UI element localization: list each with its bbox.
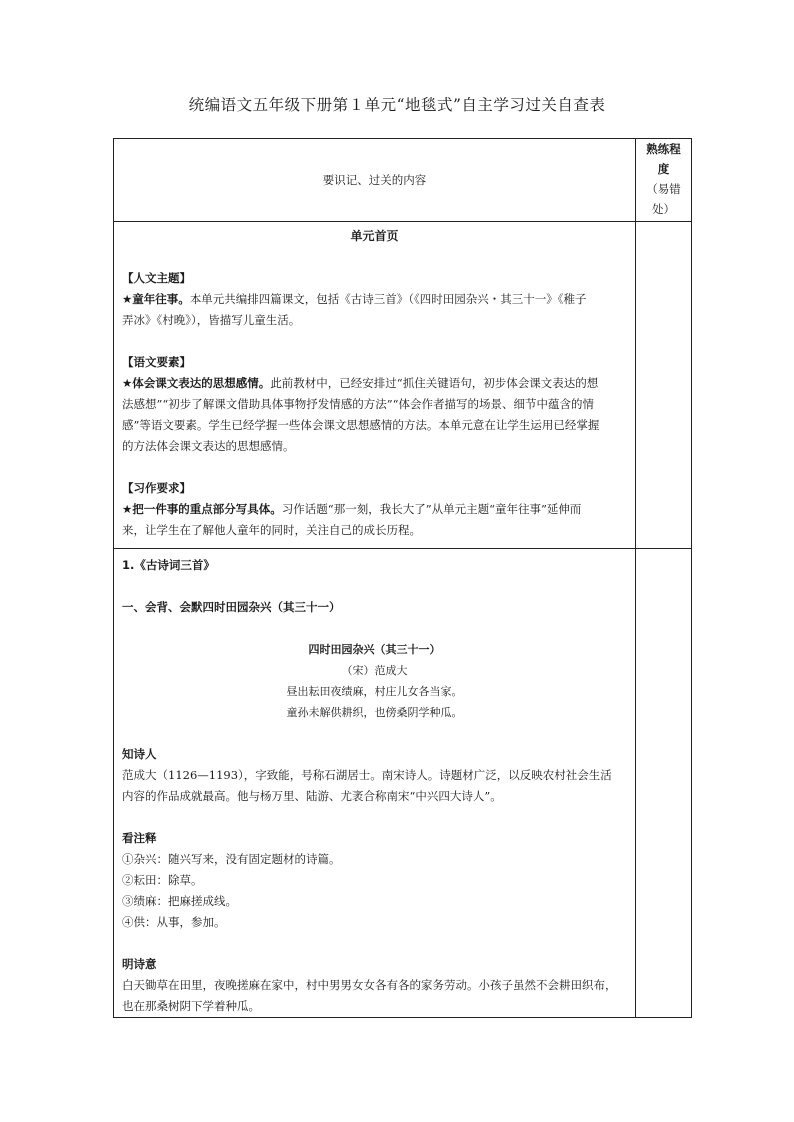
language-line-1: 此前教材中，已经安排过“抓住关键语句，初步体会课文表达的想 — [270, 376, 599, 390]
document-title: 统编语文五年级下册第１单元“地毯式”自主学习过关自查表 — [188, 96, 606, 114]
poet-heading: 知诗人 — [122, 747, 157, 761]
humanity-lead: ★童年往事。 — [122, 292, 190, 306]
lesson-proficiency-cell — [636, 549, 692, 1018]
lesson-row — [114, 549, 692, 1018]
meaning-line-2: 也在那桑树阴下学着种瓜。 — [122, 999, 260, 1013]
writing-requirement-text — [122, 499, 627, 520]
table-header-row — [114, 139, 692, 222]
poem-author: （宋）范成大 — [341, 664, 408, 677]
language-line-2: 法感想”“初步了解课文借助具体事物抒发情感的方法”“体会作者描写的场景、细节中蕴含的情 — [122, 397, 595, 411]
proficiency-label-2: 度 — [657, 162, 670, 176]
language-line-3: 感”等语文要素。学生已经学握一些体会课文思想感情的方法。本单元意在让学生运用已经掌握 — [122, 418, 600, 432]
humanity-theme-text — [122, 289, 627, 310]
poet-line-1: 范成大（1126—1193），字致能，号称石湖居士。南宋诗人。诗题材广泛，以反映农村社会生活 — [122, 768, 612, 782]
lesson-heading: 1.《古诗词三首》 — [122, 558, 215, 572]
unit-title: 单元首页 — [350, 229, 399, 243]
writing-lead: ★把一件事的重点部分写具体。 — [122, 502, 282, 516]
meaning-heading: 明诗意 — [122, 957, 157, 971]
language-lead: ★体会课文表达的思想感情。 — [122, 376, 271, 390]
language-element-tag: 【语文要素】 — [122, 355, 191, 369]
note-item: ①杂兴：随兴写来，没有固定题材的诗篇。 — [122, 852, 341, 866]
meaning-line-1: 白天锄草在田里，夜晚搓麻在家中，村中男男女女各有各的家务劳动。小孩子虽然不会耕田织布， — [122, 978, 617, 992]
writing-line-1: 习作话题“那一刻，我长大了”从单元主题“童年往事”延伸而 — [281, 502, 582, 516]
note-item: ②耘田：除草。 — [122, 873, 203, 887]
poet-line-2: 内容的作品成就最高。他与杨万里、陆游、尤袤合称南宋“中兴四大诗人”。 — [122, 789, 502, 803]
lesson-task: 一、会背、会默四时田园杂兴（其三十一） — [122, 600, 341, 614]
proficiency-label-3: （易错 — [646, 182, 681, 196]
unit-overview-cell — [114, 222, 636, 549]
writing-requirement-tag: 【习作要求】 — [122, 481, 191, 495]
note-item: ④供：从事，参加。 — [122, 915, 226, 929]
language-element-text — [122, 373, 627, 394]
poem-line-1: 昼出耘田夜绩麻，村庄儿女各当家。 — [286, 685, 463, 698]
lesson-cell — [114, 549, 636, 1018]
content-column-header — [114, 139, 636, 222]
poem-title: 四时田园杂兴（其三十一） — [308, 643, 441, 656]
humanity-theme-tag: 【人文主题】 — [122, 271, 191, 285]
humanity-line-1: 本单元共编排四篇课文，包括《古诗三首》（《四时田园杂兴・其三十一》《稚子 — [189, 292, 587, 306]
self-check-table — [113, 138, 692, 1018]
notes-heading: 看注释 — [122, 831, 157, 845]
language-line-4: 的方法体会课文表达的思想感情。 — [122, 439, 295, 453]
content-header-label: 要识记、过关的内容 — [322, 173, 427, 187]
proficiency-label-1: 熟练程 — [646, 142, 681, 156]
poem-line-2: 童孙未解供耕织，也傍桑阴学种瓜。 — [286, 706, 463, 719]
humanity-line-2: 弄冰》《村晚》），皆描写儿童生活。 — [122, 313, 301, 327]
note-item: ③绩麻：把麻搓成线。 — [122, 894, 237, 908]
unit-overview-row — [114, 222, 692, 549]
unit-overview-proficiency-cell — [636, 222, 692, 549]
writing-line-2: 来，让学生在了解他人童年的同时，关注自己的成长历程。 — [122, 523, 421, 537]
proficiency-label-4: 处） — [652, 202, 675, 216]
proficiency-column-header — [636, 139, 692, 222]
